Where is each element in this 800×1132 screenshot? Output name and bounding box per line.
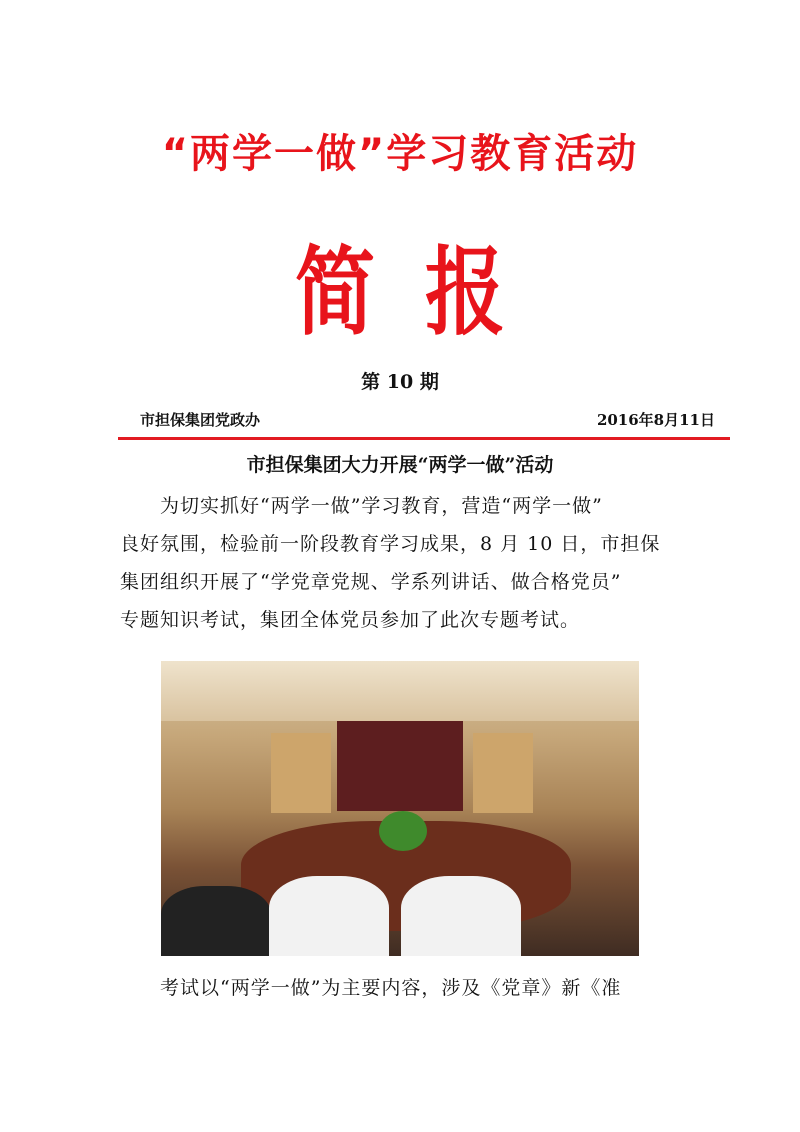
red-divider xyxy=(118,437,730,440)
issue-date: 2016年8月11日 xyxy=(596,411,715,429)
photo-curtain-left xyxy=(271,733,331,813)
issue-number: 第 10 期 xyxy=(361,371,439,393)
meeting-photo xyxy=(161,661,639,956)
article-paragraph-2: 考试以“两学一做”为主要内容，涉及《党章》新《准 xyxy=(160,977,622,999)
article-headline: 市担保集团大力开展“两学一做”活动 xyxy=(246,454,554,476)
photo-person xyxy=(401,876,521,956)
article-paragraph-1 xyxy=(120,487,700,639)
bulletin-label: 简报 xyxy=(295,236,555,349)
paragraph-line: 集团组织开展了“学党章党规、学系列讲话、做合格党员” xyxy=(120,571,622,593)
photo-ceiling xyxy=(161,661,639,721)
photo-person xyxy=(269,876,389,956)
photo-plant xyxy=(379,811,427,851)
paragraph-line: 良好氛围，检验前一阶段教育学习成果，8 月 10 日，市担保 xyxy=(120,533,661,555)
photo-person xyxy=(161,886,271,956)
issuer: 市担保集团党政办 xyxy=(140,411,261,429)
document-title: “两学一做”学习教育活动 xyxy=(161,131,639,177)
photo-back-wall xyxy=(337,721,463,811)
photo-curtain-right xyxy=(473,733,533,813)
paragraph-line: 专题知识考试，集团全体党员参加了此次专题考试。 xyxy=(120,609,581,631)
paragraph-line: 为切实抓好“两学一做”学习教育，营造“两学一做” xyxy=(160,495,603,517)
